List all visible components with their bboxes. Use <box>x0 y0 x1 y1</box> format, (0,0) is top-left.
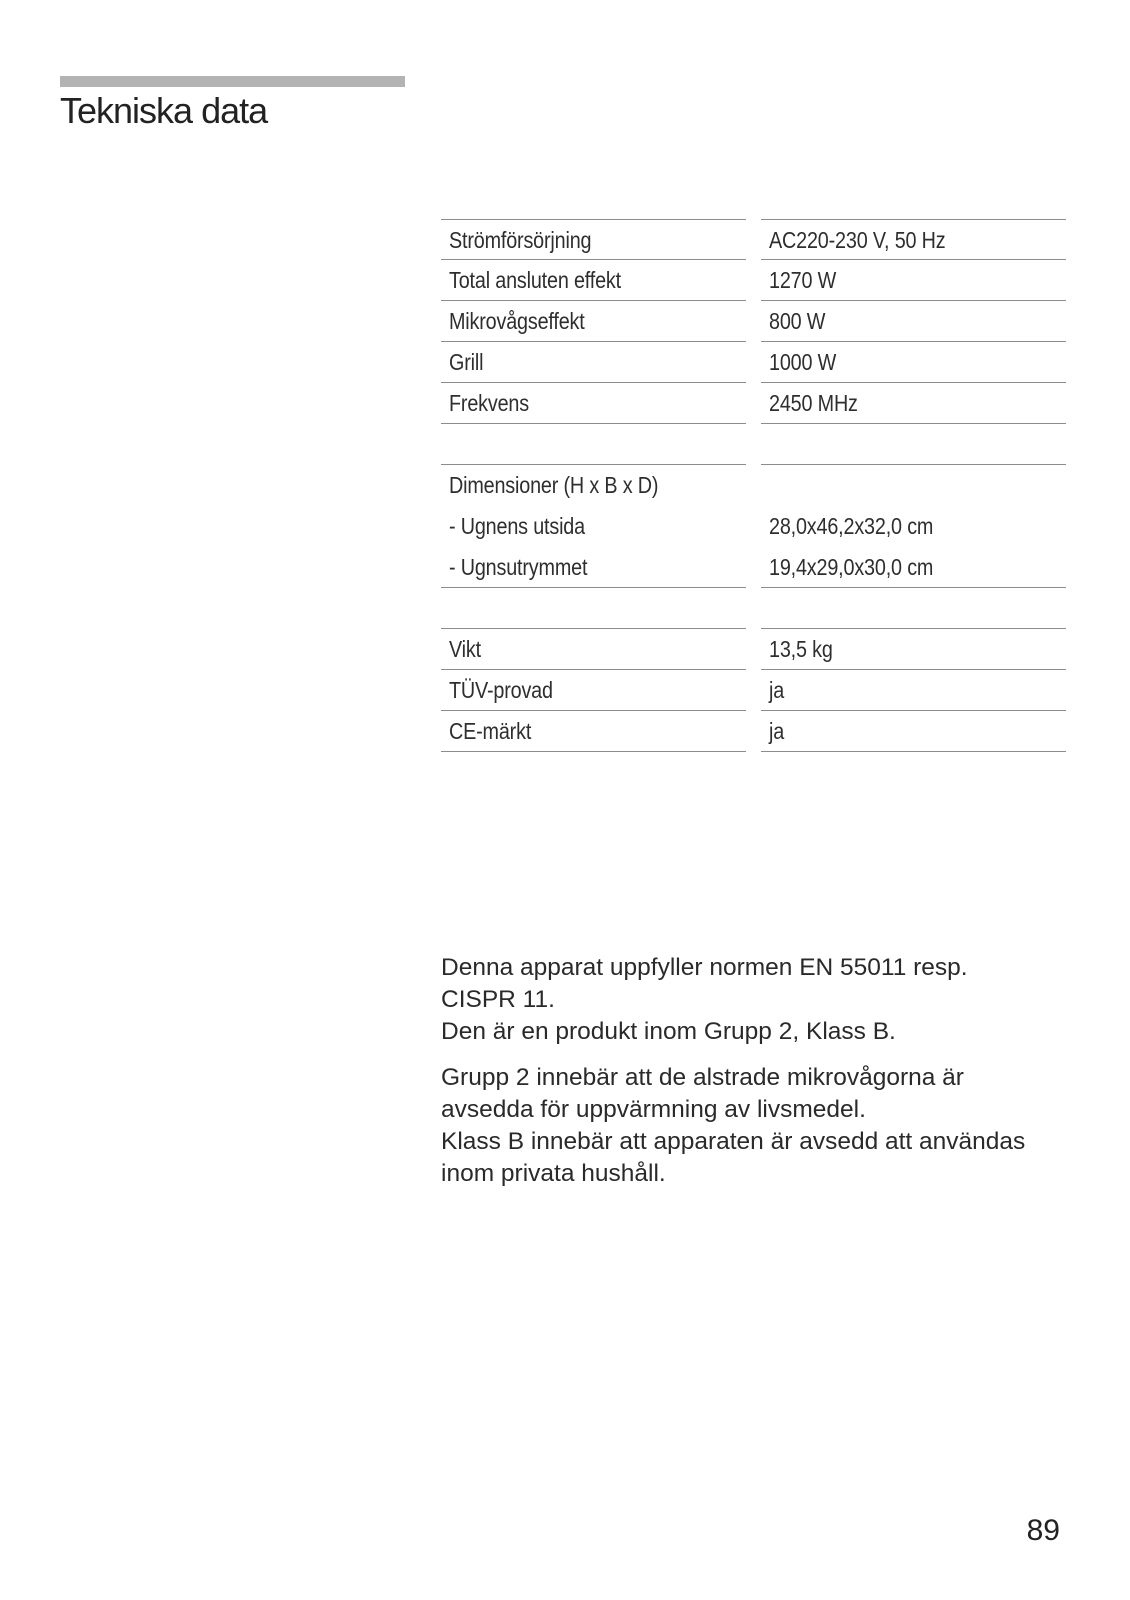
spec-value-row <box>761 547 1066 588</box>
spacer-row <box>441 588 746 629</box>
spec-value-row <box>761 711 1066 752</box>
spec-value: 1000 W <box>769 349 837 375</box>
spec-label: Frekvens <box>449 390 529 416</box>
notes-paragraph <box>441 1062 1081 1190</box>
notes-line: inom privata hushåll. <box>441 1160 666 1187</box>
spec-label: CE-märkt <box>449 718 532 744</box>
spec-label: Grill <box>449 349 484 375</box>
spec-value: 19,4x29,0x30,0 cm <box>769 554 934 580</box>
spec-label: Total ansluten effekt <box>449 267 621 293</box>
notes-line: Klass B innebär att apparaten är avsedd att användas <box>441 1128 1026 1155</box>
spacer-row <box>441 424 746 465</box>
spec-value-row <box>761 260 1066 301</box>
spec-label-row <box>441 219 746 260</box>
spacer-row <box>761 424 1066 465</box>
spec-label-row <box>441 301 746 342</box>
spec-label-row <box>441 383 746 424</box>
spec-value-row <box>761 629 1066 670</box>
spec-label: Vikt <box>449 636 481 662</box>
spec-value: AC220-230 V, 50 Hz <box>769 227 946 253</box>
dimensions-heading: Dimensioner (H x B x D) <box>449 472 659 498</box>
spec-value: 800 W <box>769 308 826 334</box>
compliance-notes <box>441 952 1081 1204</box>
notes-line: CISPR 11. <box>441 986 555 1013</box>
spec-label: Mikrovågseffekt <box>449 308 585 334</box>
spec-label-row <box>441 342 746 383</box>
notes-line: Den är en produkt inom Grupp 2, Klass B. <box>441 1018 896 1045</box>
notes-line: avsedda för uppvärmning av livsmedel. <box>441 1096 866 1123</box>
spec-value: 28,0x46,2x32,0 cm <box>769 513 934 539</box>
spec-label-column <box>441 219 746 752</box>
spec-label: - Ugnens utsida <box>449 513 585 539</box>
spec-value-row <box>761 301 1066 342</box>
spec-label-row <box>441 711 746 752</box>
spec-label-row <box>441 547 746 588</box>
spec-value: 1270 W <box>769 267 837 293</box>
spec-value: ja <box>769 718 785 744</box>
spec-label-row <box>441 670 746 711</box>
spec-value: 13,5 kg <box>769 636 833 662</box>
spec-value-row <box>761 383 1066 424</box>
spec-label: - Ugnsutrymmet <box>449 554 588 580</box>
spec-value-row <box>761 219 1066 260</box>
spec-value-row <box>761 342 1066 383</box>
page-number: 89 <box>1026 1514 1060 1547</box>
spec-value-column <box>761 219 1066 752</box>
spec-value: ja <box>769 677 785 703</box>
spec-label-row <box>441 260 746 301</box>
dimensions-heading-value-row <box>761 465 1066 506</box>
notes-line: Denna apparat uppfyller normen EN 55011 resp. <box>441 954 968 981</box>
page-title: Tekniska data <box>60 90 268 131</box>
header-bar <box>60 76 405 87</box>
notes-paragraph <box>441 952 1081 1048</box>
spec-label-row <box>441 506 746 547</box>
spec-label: TÜV-provad <box>449 677 553 703</box>
notes-line: Grupp 2 innebär att de alstrade mikrovågorna är <box>441 1064 964 1091</box>
spec-value: 2450 MHz <box>769 390 858 416</box>
spacer-row <box>761 588 1066 629</box>
spec-value-row <box>761 506 1066 547</box>
spec-label: Strömförsörjning <box>449 227 592 253</box>
spec-label-row <box>441 629 746 670</box>
spec-value-row <box>761 670 1066 711</box>
dimensions-heading-row <box>441 465 746 506</box>
